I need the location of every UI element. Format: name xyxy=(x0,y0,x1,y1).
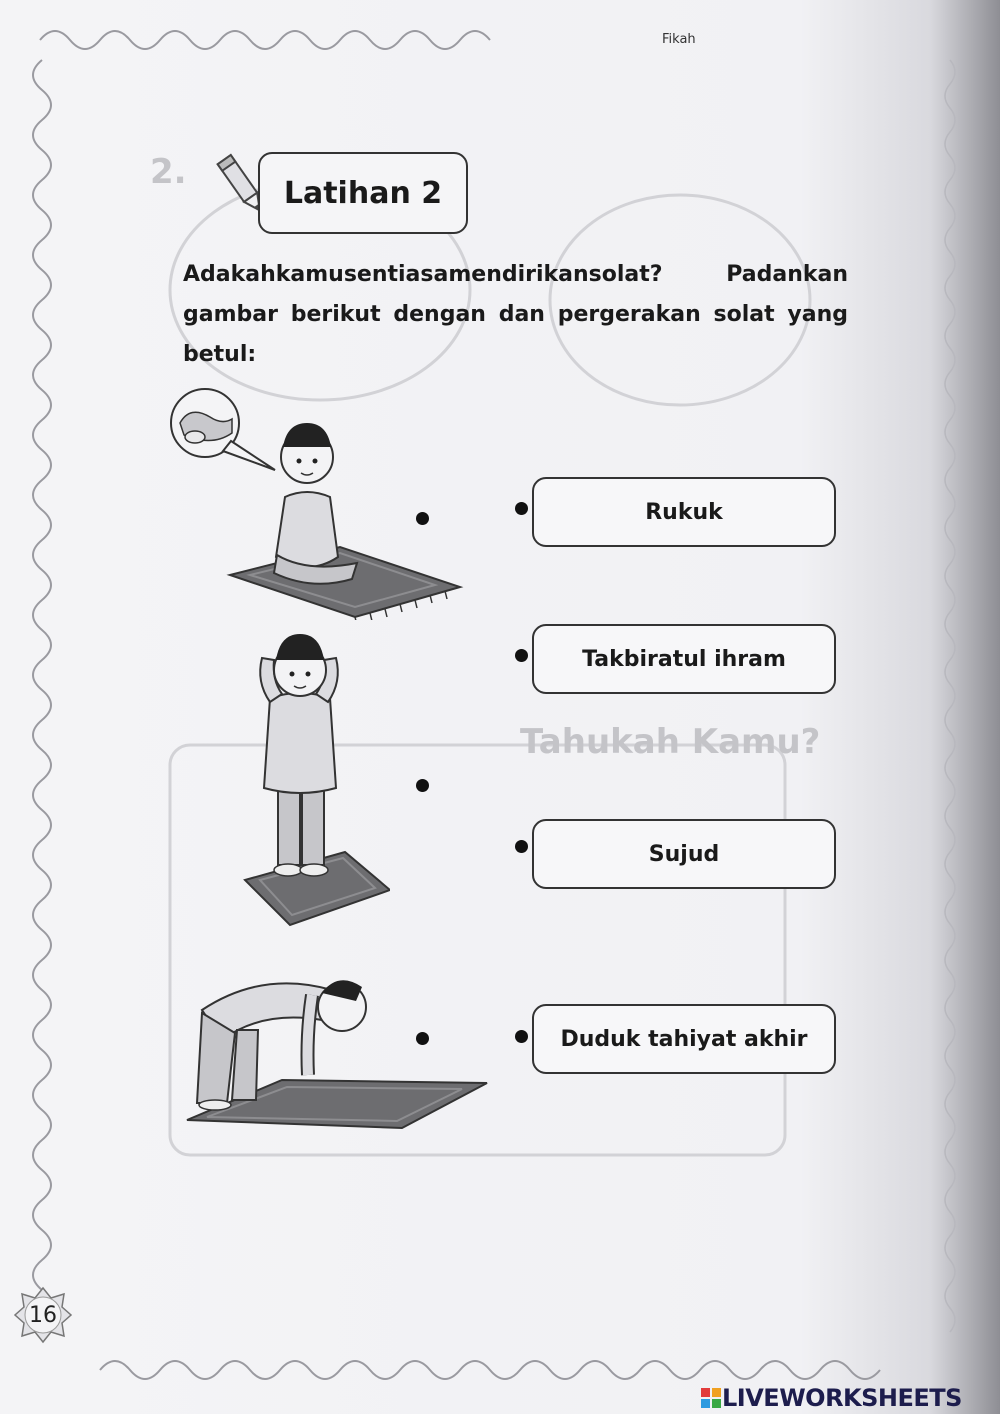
bleedthrough-title: Tahukah Kamu? xyxy=(520,722,821,762)
bowing-rukuk-boy-illustration xyxy=(182,965,492,1135)
exercise-title: Latihan 2 xyxy=(258,152,468,234)
standing-takbir-boy-illustration xyxy=(240,630,390,930)
match-dot-picture-1[interactable] xyxy=(416,512,429,525)
bleedthrough-heading: 2. xyxy=(150,152,187,192)
sitting-prayer-boy-illustration xyxy=(165,385,475,620)
answer-box-duduk-tahiyat-akhir[interactable]: Duduk tahiyat akhir xyxy=(532,1004,836,1074)
liveworksheets-logo-icon xyxy=(700,1387,722,1409)
match-dot-answer-3[interactable] xyxy=(515,840,528,853)
match-dot-picture-2[interactable] xyxy=(416,779,429,792)
liveworksheets-brand xyxy=(700,1384,962,1412)
brand-text: LIVEWORKSHEETS xyxy=(722,1384,962,1412)
page-number: 16 xyxy=(29,1302,57,1328)
section-label: Fikah xyxy=(662,32,696,47)
exercise-instruction: Adakahkamusentiasamendirikansolat? Padankan gambar berikut dengan dan pergerakan solat yang betul: xyxy=(183,262,848,367)
match-dot-answer-4[interactable] xyxy=(515,1030,528,1043)
match-dot-answer-2[interactable] xyxy=(515,649,528,662)
match-dot-answer-1[interactable] xyxy=(515,502,528,515)
answer-box-rukuk[interactable]: Rukuk xyxy=(532,477,836,547)
answer-box-sujud[interactable]: Sujud xyxy=(532,819,836,889)
answer-box-takbiratul-ihram[interactable]: Takbiratul ihram xyxy=(532,624,836,694)
match-dot-picture-3[interactable] xyxy=(416,1032,429,1045)
